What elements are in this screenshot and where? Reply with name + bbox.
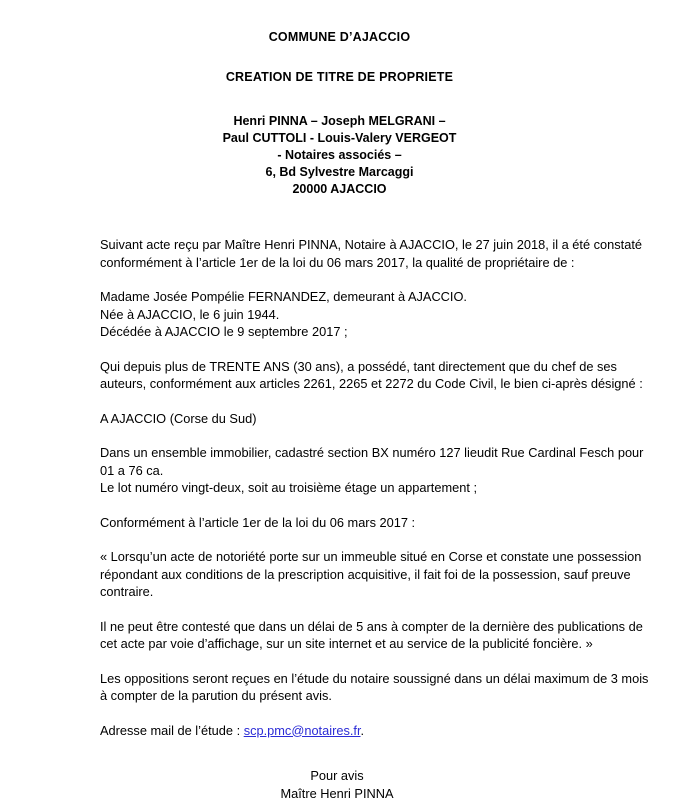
letterhead-line-notaries-1: Henri PINNA – Joseph MELGRANI – <box>0 113 679 130</box>
paragraph-trente-ans: Qui depuis plus de TRENTE ANS (30 ans), a possédé, tant directement que du chef de ses auteurs, conformément aux articles 2261, 2265 et 2272 du Code Civil, le bien ci-après désigné : <box>100 358 649 393</box>
paragraph-cadastre <box>100 444 649 497</box>
letterhead-line-street: 6, Bd Sylvestre Marcaggi <box>0 164 679 181</box>
email-trailing-period: . <box>361 723 365 738</box>
document-subtitle: CREATION DE TITRE DE PROPRIETE <box>0 70 679 85</box>
page-title: COMMUNE D’AJACCIO <box>0 30 679 45</box>
paragraph-proprietaire <box>100 288 649 341</box>
paragraph-citation-loi: « Lorsqu’un acte de notoriété porte sur un immeuble situé en Corse et constate une possession répondant aux conditions de la prescription acquisitive, il fait foi de la possession, sauf preuve contraire. <box>100 548 649 601</box>
letterhead-line-association: - Notaires associés – <box>0 147 679 164</box>
letterhead-line-notaries-2: Paul CUTTOLI - Louis-Valery VERGEOT <box>0 130 679 147</box>
proprietaire-death: Décédée à AJACCIO le 9 septembre 2017 ; <box>100 324 348 339</box>
email-label: Adresse mail de l’étude : <box>100 723 244 738</box>
paragraph-conformement-article: Conformément à l’article 1er de la loi du 06 mars 2017 : <box>100 514 649 532</box>
paragraph-oppositions: Les oppositions seront reçues en l’étude du notaire soussigné dans un délai maximum de 3 mois à compter de la parution du présent avis. <box>100 670 649 705</box>
paragraph-adresse-mail <box>100 722 649 740</box>
signature-block <box>100 767 649 802</box>
signature-notary-name: Maître Henri PINNA <box>100 785 574 802</box>
letterhead-block <box>0 113 679 198</box>
paragraph-localisation: A AJACCIO (Corse du Sud) <box>100 410 649 428</box>
cadastre-reference: Dans un ensemble immobilier, cadastré section BX numéro 127 lieudit Rue Cardinal Fesch pour 01 a 76 ca. <box>100 445 643 478</box>
cadastre-lot: Le lot numéro vingt-deux, soit au troisième étage un appartement ; <box>100 480 477 495</box>
proprietaire-birth: Née à AJACCIO, le 6 juin 1944. <box>100 307 279 322</box>
header-body-spacer <box>0 198 679 236</box>
document-header <box>0 0 679 198</box>
paragraph-acte-recu: Suivant acte reçu par Maître Henri PINNA, Notaire à AJACCIO, le 27 juin 2018, il a été constaté conformément à l’article 1er de la loi du 06 mars 2017, la qualité de propriétaire de : <box>100 236 649 271</box>
signature-pour-avis: Pour avis <box>100 767 574 785</box>
email-link[interactable]: scp.pmc@notaires.fr <box>244 723 361 738</box>
letterhead-line-city: 20000 AJACCIO <box>0 181 679 198</box>
proprietaire-identity: Madame Josée Pompélie FERNANDEZ, demeurant à AJACCIO. <box>100 289 467 304</box>
document-body <box>0 236 679 802</box>
paragraph-contestation-delai: Il ne peut être contesté que dans un délai de 5 ans à compter de la dernière des publications de cet acte par voie d’affichage, sur un site internet et au service de la publicité foncière. » <box>100 618 649 653</box>
